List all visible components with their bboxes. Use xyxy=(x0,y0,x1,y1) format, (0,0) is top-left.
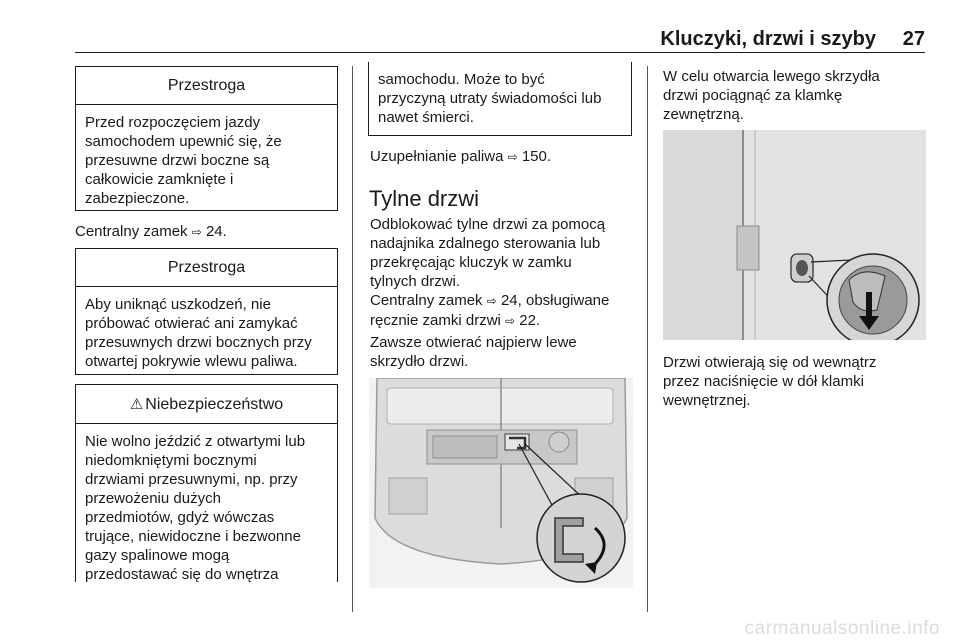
page-ref-arrow-icon: ⇨ xyxy=(486,294,497,308)
p2-page-link-1[interactable]: 24, obsługiwane xyxy=(500,292,610,309)
p2-text-2: ręcznie zamki drzwi xyxy=(370,312,501,329)
danger-box-continued xyxy=(368,62,632,136)
text-line: skrzydło drzwi. xyxy=(370,353,469,370)
text-line: przez naciśnięcie w dół klamki xyxy=(663,373,864,390)
page-ref-arrow-icon: ⇨ xyxy=(191,225,202,239)
text-line: samochodu. Może to być xyxy=(378,71,545,88)
page-number: 27 xyxy=(902,28,925,50)
refuel-page-link[interactable]: 150. xyxy=(521,148,552,165)
text-line: przedmiotów, gdyż wówczas xyxy=(85,509,275,526)
text-line: otwartej pokrywie wlewu paliwa. xyxy=(85,353,298,370)
section-heading: Tylne drzwi xyxy=(369,186,480,211)
refuel-ref xyxy=(370,147,551,167)
watermark: carmanualsonline.info xyxy=(744,618,940,639)
text-line: Nie wolno jeździć z otwartymi lub xyxy=(85,433,306,450)
caution-box-1 xyxy=(75,66,338,211)
danger-body xyxy=(76,424,337,584)
door-handle-illustration xyxy=(663,130,926,340)
text-line: próbować otwierać ani zamykać xyxy=(85,315,298,332)
text-line: trujące, niewidoczne i bezwonne xyxy=(85,528,301,545)
page-header-title: Kluczyki, drzwi i szyby xyxy=(660,28,876,50)
text-line: przekręcając kluczyk w zamku xyxy=(370,254,572,271)
danger-title-text: Niebezpieczeństwo xyxy=(145,396,284,413)
page-ref-arrow-icon: ⇨ xyxy=(507,150,518,164)
text-line: tylnych drzwi. xyxy=(370,273,461,290)
column-divider-2 xyxy=(647,66,648,612)
text-line: nawet śmierci. xyxy=(378,109,474,126)
text-line: samochodem upewnić się, że xyxy=(85,133,282,150)
refuel-text: Uzupełnianie paliwa xyxy=(370,148,504,165)
text-line: całkowicie zamknięte i xyxy=(85,171,234,188)
text-line: Drzwi otwierają się od wewnątrz xyxy=(663,354,877,371)
text-line: gazy spalinowe mogą xyxy=(85,547,230,564)
text-line: Przed rozpoczęciem jazdy xyxy=(85,114,261,131)
central-lock-text: Centralny zamek xyxy=(75,223,188,240)
p2-text-1: Centralny zamek xyxy=(370,292,483,309)
paragraph-4 xyxy=(663,67,880,124)
text-line: drzwiami przesuwnymi, np. przy xyxy=(85,471,298,488)
caution-box-2 xyxy=(75,248,338,375)
rear-door-illustration xyxy=(369,378,633,588)
caution-body-1 xyxy=(76,105,337,216)
text-line: zewnętrzną. xyxy=(663,106,744,123)
paragraph-3 xyxy=(370,333,577,371)
caution-title-1: Przestroga xyxy=(76,67,337,105)
paragraph-1 xyxy=(370,215,605,291)
text-line: Odblokować tylne drzwi za pomocą xyxy=(370,216,606,233)
danger-title xyxy=(76,385,337,424)
text-line: przesuwnych drzwi bocznych przy xyxy=(85,334,312,351)
caution-title-2: Przestroga xyxy=(76,249,337,287)
central-lock-ref xyxy=(75,222,227,242)
page-ref-arrow-icon: ⇨ xyxy=(505,314,516,328)
text-line: przedostawać się do wnętrza xyxy=(85,566,279,583)
text-line: niedomkniętymi bocznymi xyxy=(85,452,257,469)
text-line: W celu otwarcia lewego skrzydła xyxy=(663,68,880,85)
p2-page-link-2[interactable]: 22. xyxy=(519,312,541,329)
warning-triangle-icon: ⚠ xyxy=(129,396,144,413)
text-line xyxy=(370,291,609,311)
text-line: zabezpieczone. xyxy=(85,190,190,207)
caution-body-2 xyxy=(76,287,337,379)
danger-body-continued xyxy=(369,62,631,135)
central-lock-page-link[interactable]: 24. xyxy=(205,223,227,240)
header-rule xyxy=(75,52,925,53)
column-divider-1 xyxy=(352,66,353,612)
text-line: nadajnika zdalnego sterowania lub xyxy=(370,235,601,252)
text-line: Aby uniknąć uszkodzeń, nie xyxy=(85,296,271,313)
text-line: przyczyną utraty świadomości lub xyxy=(378,90,602,107)
text-line: przewożeniu dużych xyxy=(85,490,221,507)
paragraph-2 xyxy=(370,291,609,331)
text-line: drzwi pociągnąć za klamkę xyxy=(663,87,843,104)
paragraph-5 xyxy=(663,353,876,410)
text-line: wewnętrznej. xyxy=(663,392,751,409)
text-line: Zawsze otwierać najpierw lewe xyxy=(370,334,577,351)
danger-box xyxy=(75,384,338,582)
text-line xyxy=(370,311,609,331)
text-line: przesuwne drzwi boczne są xyxy=(85,152,270,169)
